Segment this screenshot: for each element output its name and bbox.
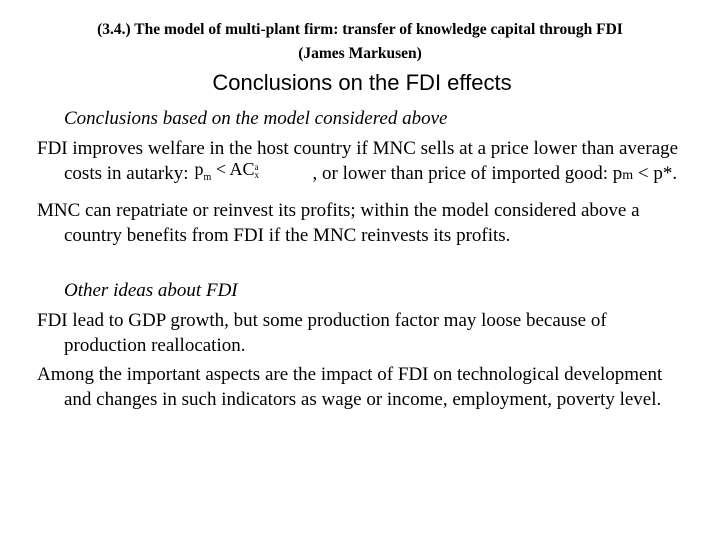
paragraph-welfare — [37, 136, 687, 194]
paragraph-important-aspects: Among the important aspects are the impact of FDI on technological development and changes in such indicators as wage or income, employment, poverty level. — [37, 363, 663, 410]
welfare-mid-text: , or lower than price of imported good: p — [312, 163, 623, 184]
header-line-1: (3.4.) The model of multi-plant firm: transfer of knowledge capital through FDI — [97, 21, 623, 38]
formula-ac-subscript: x — [254, 170, 259, 180]
header-line-2: (James Markusen) — [298, 45, 422, 62]
slide-title: Conclusions on the FDI effects — [212, 70, 512, 95]
slide-header — [30, 18, 690, 66]
section-heading-other-ideas: Other ideas about FDI — [64, 279, 238, 301]
price-inequality-formula — [189, 157, 313, 190]
welfare-tail-text: < p*. — [633, 163, 678, 184]
formula-ac-superscript: a — [254, 162, 259, 172]
paragraph-gdp-growth: FDI lead to GDP growth, but some production factor may loose because of production reallocation. — [37, 309, 607, 356]
formula-ac-scripts — [255, 163, 260, 179]
welfare-lead-text: FDI improves welfare in the host country if MNC sells at a price lower than average costs in autarky: — [37, 138, 679, 184]
formula-operator: < — [211, 159, 230, 179]
formula-p-subscript: m — [203, 171, 212, 183]
formula-p: p — [194, 159, 204, 179]
import-price-subscript: m — [622, 168, 634, 183]
section-heading-conclusions: Conclusions based on the model considered above — [64, 108, 448, 129]
slide-body — [37, 106, 687, 416]
paragraph-profits: MNC can repatriate or reinvest its profits; within the model considered above a country benefits from FDI if the MNC reinvests its profits. — [37, 199, 640, 246]
formula-ac: AC — [229, 159, 255, 179]
